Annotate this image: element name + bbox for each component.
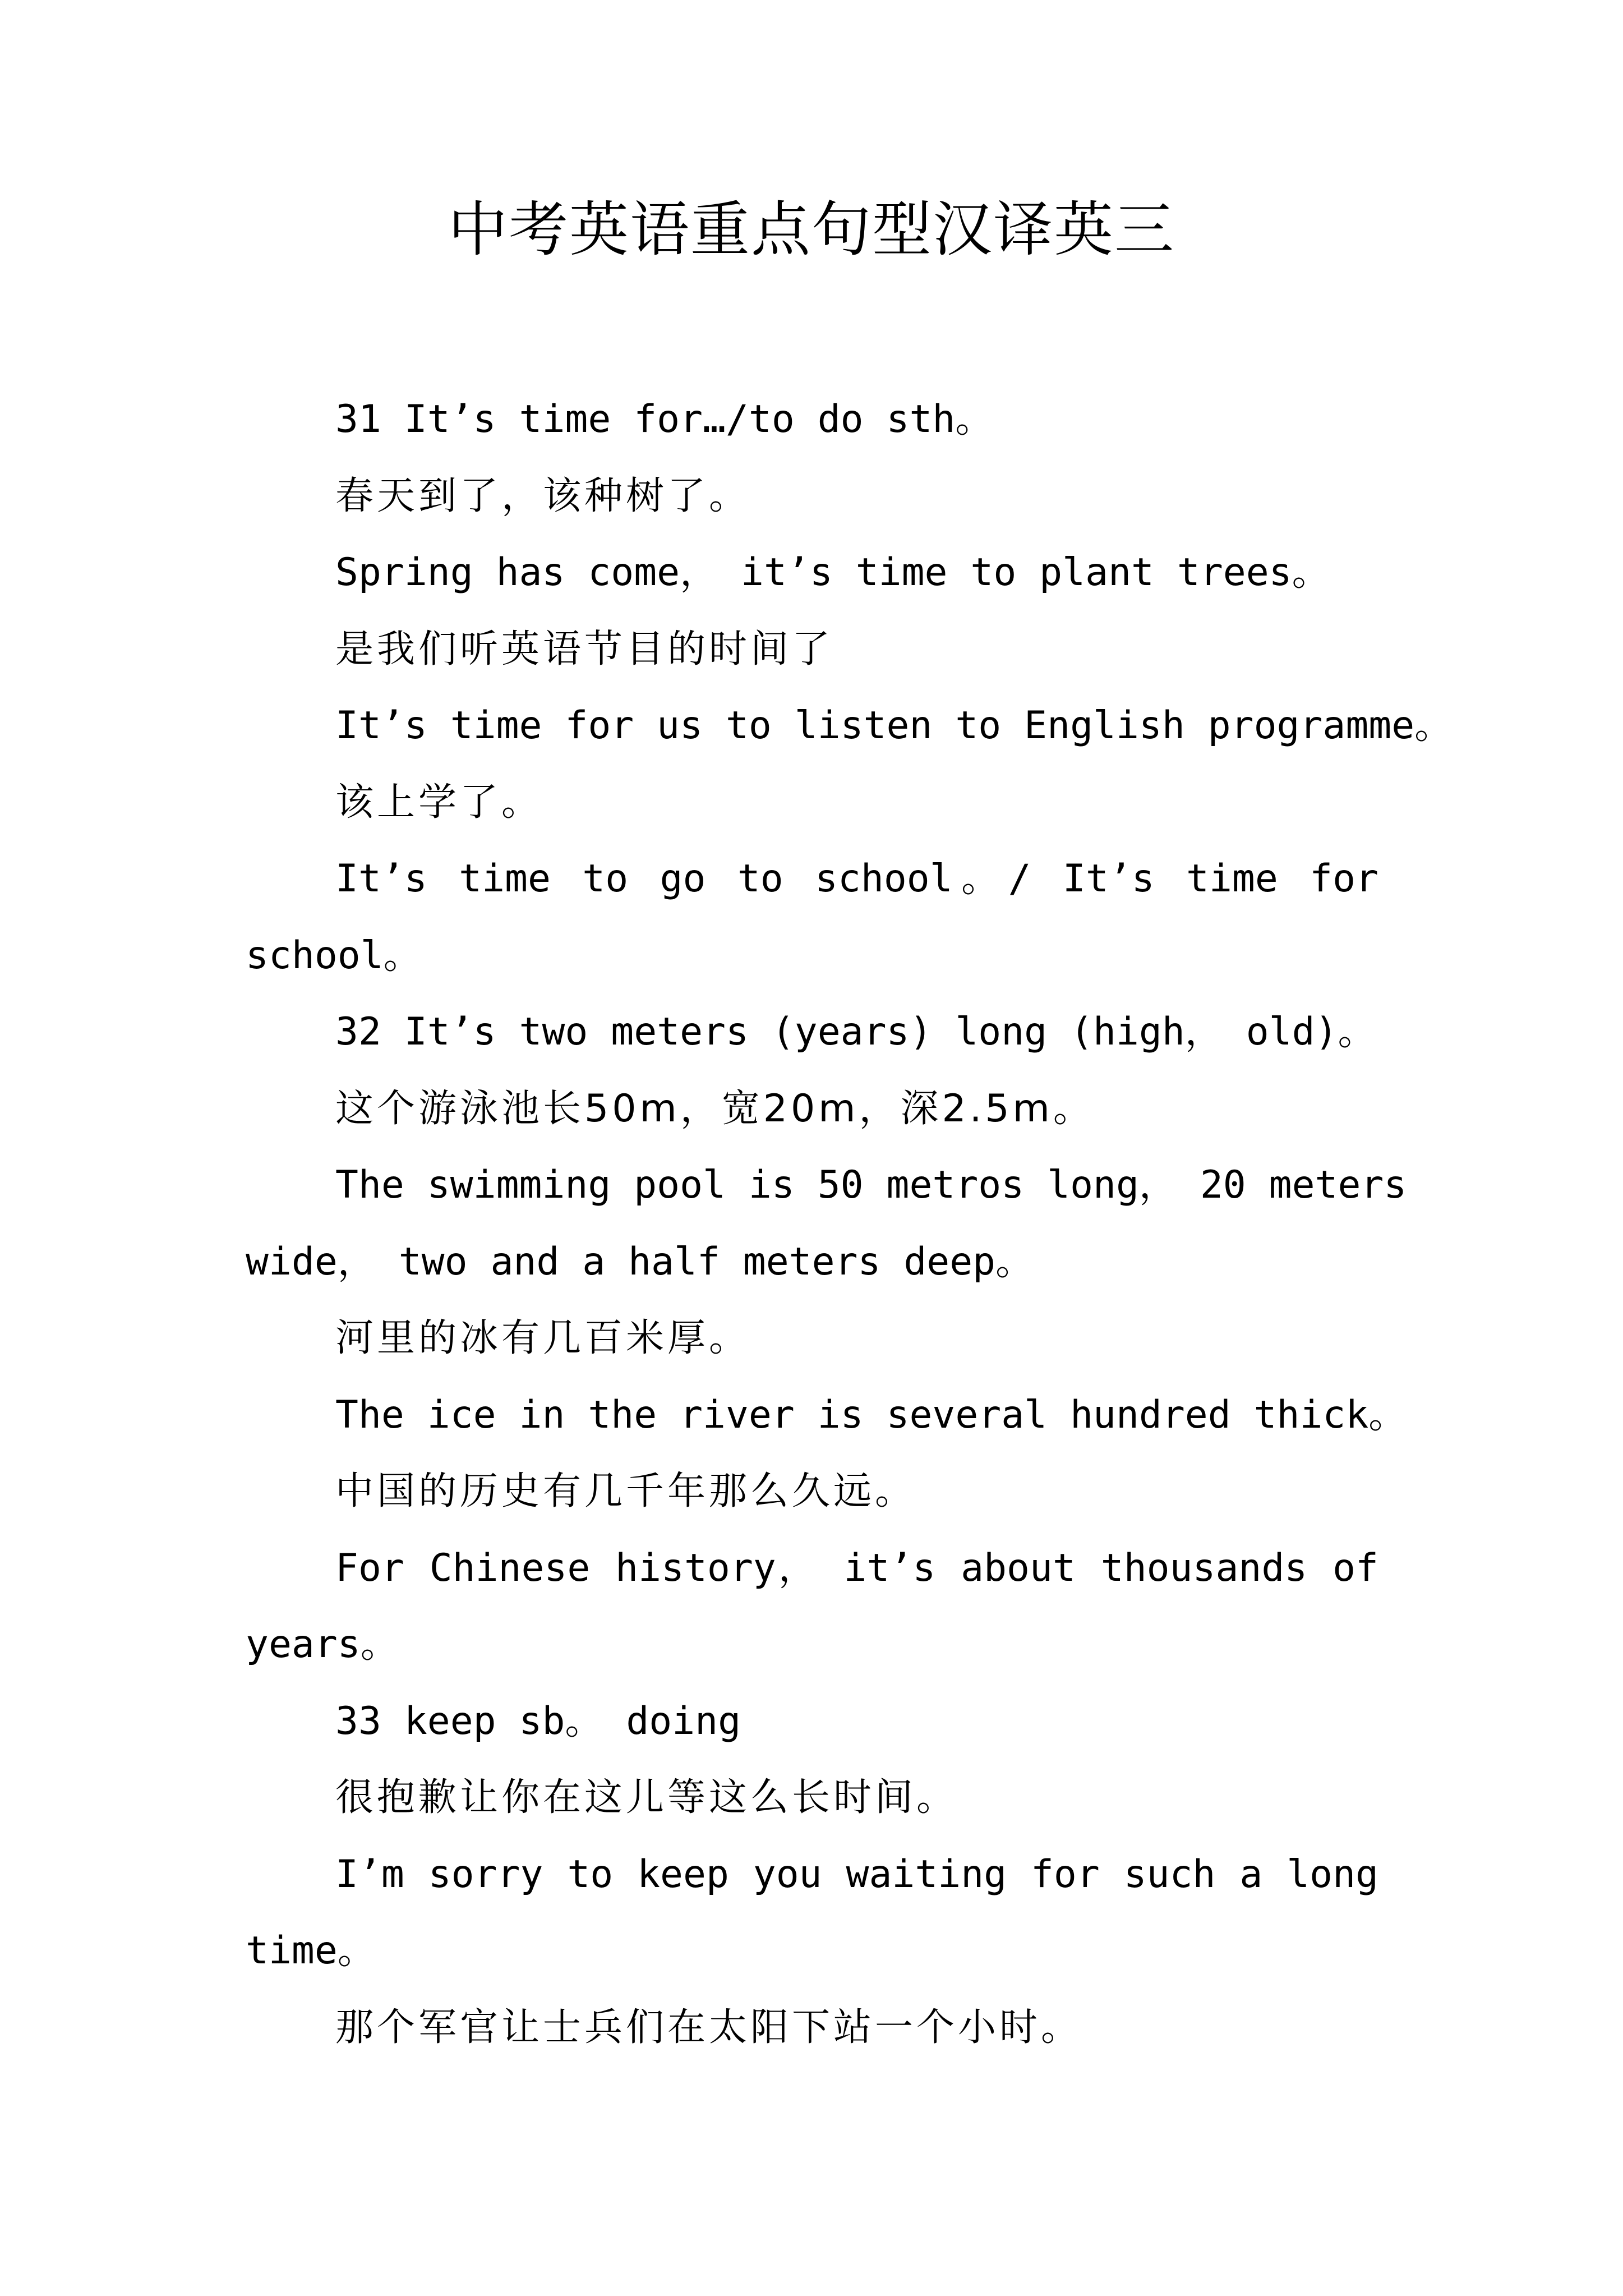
english-sentence-continued: years。 — [246, 1622, 399, 1667]
sentence-pattern-32: 32 It’s two meters (years) long (high， old)。 — [335, 1010, 1376, 1054]
chinese-sentence: 河里的冰有几百米厚。 — [335, 1316, 751, 1360]
english-sentence: I’m sorry to keep you waiting for such a long — [335, 1852, 1378, 1897]
english-sentence: The ice in the river is several hundred thick。 — [335, 1392, 1407, 1437]
chinese-sentence: 这个游泳池长50m，宽20m，深2.5m。 — [335, 1086, 1095, 1131]
chinese-sentence: 春天到了，该种树了。 — [335, 473, 751, 518]
english-sentence: It’s time for us to listen to English programme。 — [335, 703, 1453, 748]
page-title: 中考英语重点句型汉译英三 — [448, 195, 1175, 264]
chinese-sentence: 很抱歉让你在这儿等这么长时间。 — [335, 1775, 958, 1820]
sentence-pattern-33: 33 keep sb。 doing — [335, 1699, 741, 1743]
english-sentence: The swimming pool is 50 metros long， 20 meters — [335, 1163, 1407, 1207]
english-sentence: It’s time to go to school。/ It’s time for — [335, 857, 1378, 901]
chinese-sentence: 是我们听英语节目的时间了 — [335, 627, 834, 671]
chinese-sentence: 中国的历史有几千年那么久远。 — [335, 1469, 917, 1513]
english-sentence: Spring has come， it’s time to plant trees。 — [335, 550, 1330, 595]
english-sentence: For Chinese history， it’s about thousands of — [335, 1545, 1378, 1590]
english-sentence-continued: time。 — [246, 1929, 376, 1973]
english-sentence-continued: wide， two and a half meters deep。 — [246, 1239, 1034, 1284]
english-sentence-continued: school。 — [246, 933, 422, 978]
sentence-pattern-31: 31 It’s time for…/to do sth。 — [335, 397, 994, 441]
chinese-sentence: 该上学了。 — [335, 780, 543, 825]
chinese-sentence: 那个军官让士兵们在太阳下站一个小时。 — [335, 2005, 1083, 2050]
document-body — [246, 381, 1453, 2066]
